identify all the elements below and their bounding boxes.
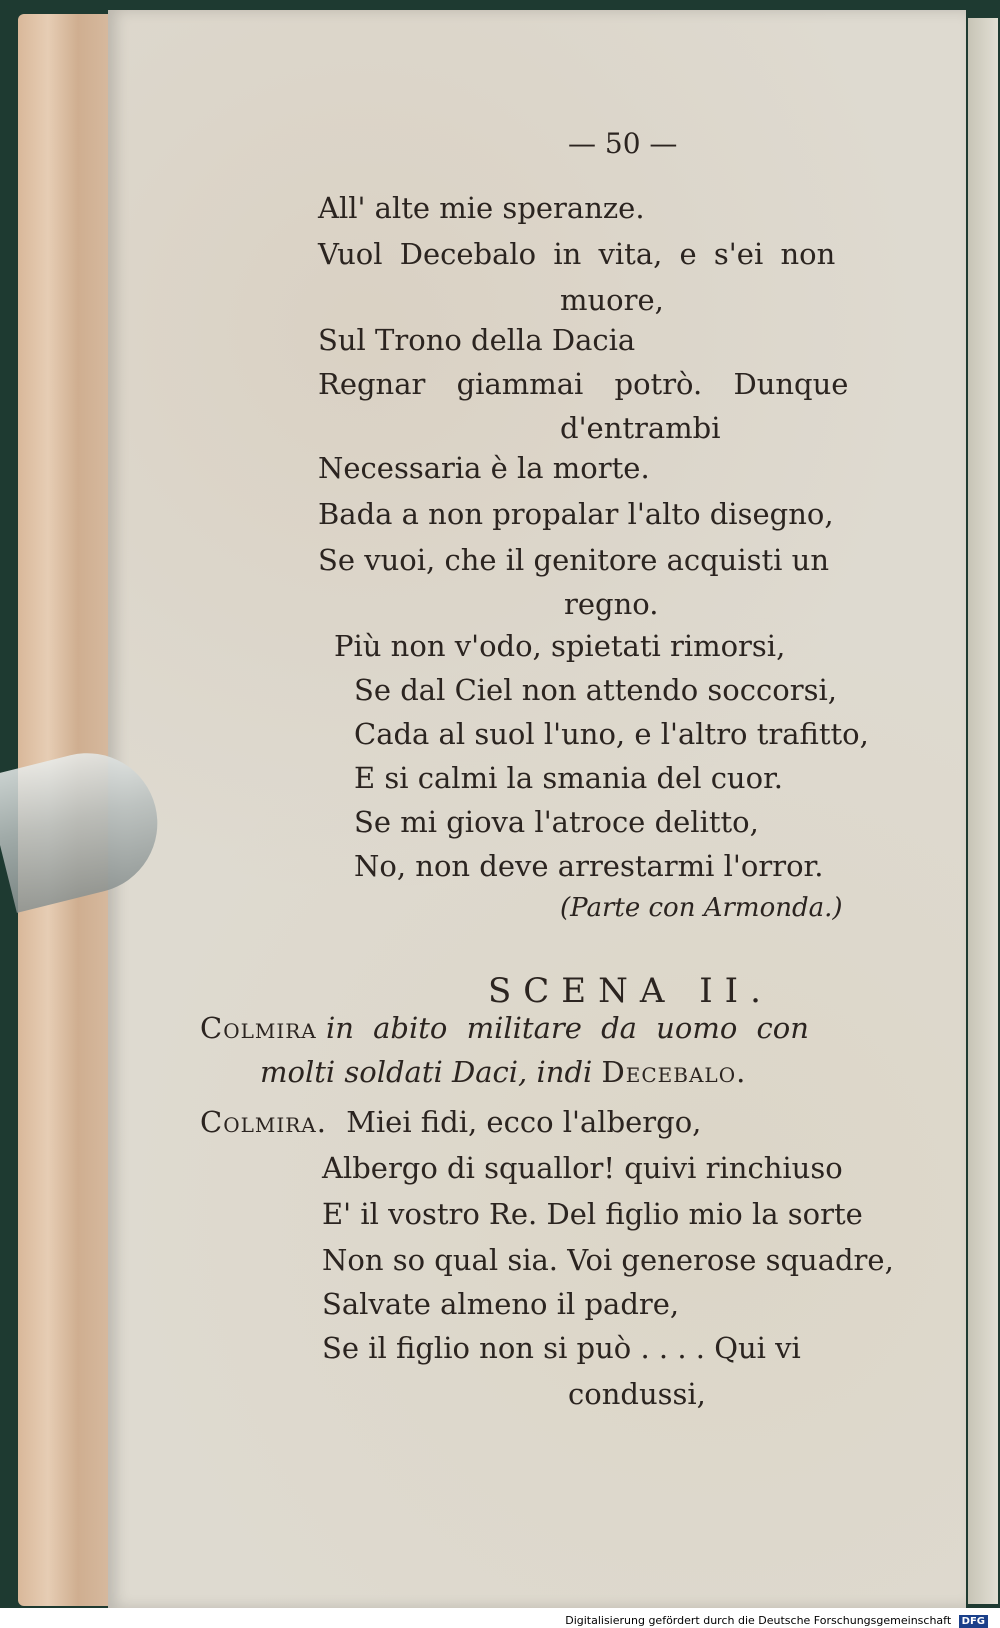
verse-line: E si calmi la smania del cuor. [354,761,783,795]
footer-bar [0,1608,1000,1628]
verse-line: regno. [564,587,659,621]
verse-line: Se mi giova l'atroce delitto, [354,805,759,839]
verse-line: muore, [560,283,664,317]
verse-line: Sul Trono della Dacia [318,323,636,357]
verse-line: Regnar giammai potrò. Dunque [318,367,849,401]
verse-line: Se vuoi, che il genitore acquisti un [318,543,830,577]
scene-description-line-2 [260,1056,746,1089]
next-page-edge [968,18,998,1604]
speech-line: E' il vostro Re. Del figlio mio la sorte [322,1197,863,1231]
speech-first-line [200,1106,701,1139]
character-name: Decebalo. [601,1055,747,1089]
verse-line: All' alte mie speranze. [318,191,645,225]
book-page [108,10,966,1608]
character-name: Colmira [200,1011,317,1045]
scene-description-line-1 [200,1012,809,1045]
dfg-logo: DFG [959,1615,988,1628]
scene-description-text: in abito militare da uomo con [325,1011,809,1045]
speech-line: Salvate almeno il padre, [322,1287,680,1321]
stage-direction: (Parte con Armonda.) [560,893,843,923]
verse-line: Cada al suol l'uno, e l'altro trafitto, [354,717,869,751]
verse-line: Vuol Decebalo in vita, e s'ei non [318,237,836,271]
speech-line: Non so qual sia. Voi generose squadre, [322,1243,894,1277]
scene-description-text: molti soldati Daci, indi [260,1055,593,1089]
speech-line: Se il figlio non si può . . . . Qui vi [322,1331,801,1365]
verse-line: Necessaria è la morte. [318,451,650,485]
speech-line: condussi, [568,1377,706,1411]
verse-line: Se dal Ciel non attendo soccorsi, [354,673,837,707]
verse-line: d'entrambi [560,411,721,445]
verse-line: Bada a non propalar l'alto disegno, [318,497,834,531]
speech-line: Miei fidi, ecco l'albergo, [346,1105,702,1139]
speaker-name: Colmira. [200,1105,327,1139]
footer-credit: Digitalisierung gefördert durch die Deutsche Forschungsgemeinschaft [565,1614,952,1627]
scene-heading: SCENA II. [488,971,773,1011]
verse-line: Più non v'odo, spietati rimorsi, [334,629,786,663]
speech-line: Albergo di squallor! quivi rinchiuso [322,1151,843,1185]
verse-line: No, non deve arrestarmi l'orror. [354,849,824,883]
page-number: — 50 — [568,127,678,160]
